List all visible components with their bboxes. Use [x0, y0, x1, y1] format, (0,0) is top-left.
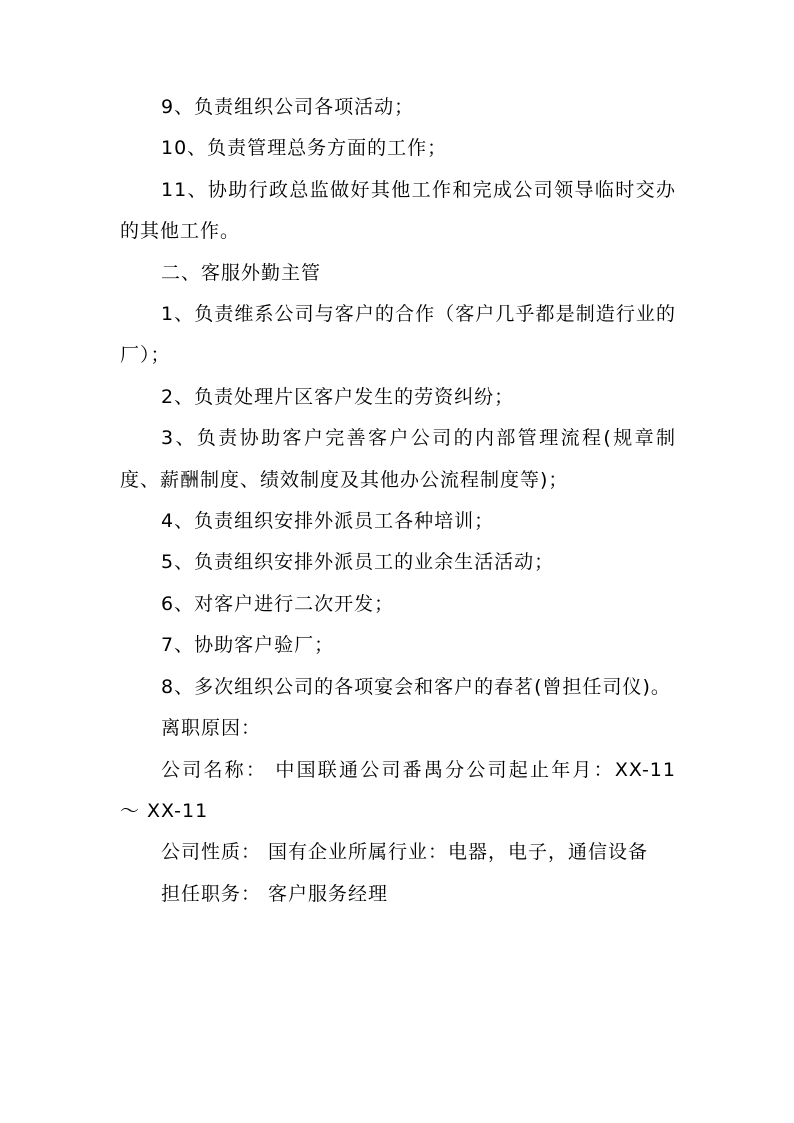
leaving-reason-label: 离职原因：	[161, 717, 262, 740]
list-item-8: 8、多次组织公司的各项宴会和客户的春茗(曾担任司仪)。	[161, 675, 671, 698]
list-item-6: 6、对客户进行二次开发；	[161, 592, 395, 615]
document-body	[120, 87, 676, 915]
list-item-7: 7、协助客户验厂；	[161, 634, 335, 657]
list-item-5: 5、负责组织安排外派员工的业余生活活动；	[161, 551, 555, 574]
position-line: 担任职务： 客户服务经理	[161, 882, 389, 905]
list-item-9: 9、负责组织公司各项活动；	[161, 96, 415, 118]
company-nature-line: 公司性质： 国有企业所属行业：电器，电子，通信设备	[161, 841, 649, 864]
list-item-10: 10、负责管理总务方面的工作；	[161, 137, 448, 160]
section-heading: 二、客服外勤主管	[161, 261, 322, 284]
company-name-line: 公司名称： 中国联通公司番禺分公司起止年月：XX-11 ～ XX-11	[120, 758, 676, 822]
list-item-2: 2、负责处理片区客户发生的劳资纠纷；	[161, 385, 515, 408]
list-item-3: 3、负责协助客户完善客户公司的内部管理流程(规章制度、薪酬制度、绩效制度及其他办公流程制度等)；	[120, 427, 676, 491]
list-item-4: 4、负责组织安排外派员工各种培训；	[161, 510, 495, 533]
list-item-11: 11、协助行政总监做好其他工作和完成公司领导临时交办的其他工作。	[120, 178, 676, 243]
list-item-1: 1、负责维系公司与客户的合作（客户几乎都是制造行业的厂）；	[120, 303, 676, 367]
